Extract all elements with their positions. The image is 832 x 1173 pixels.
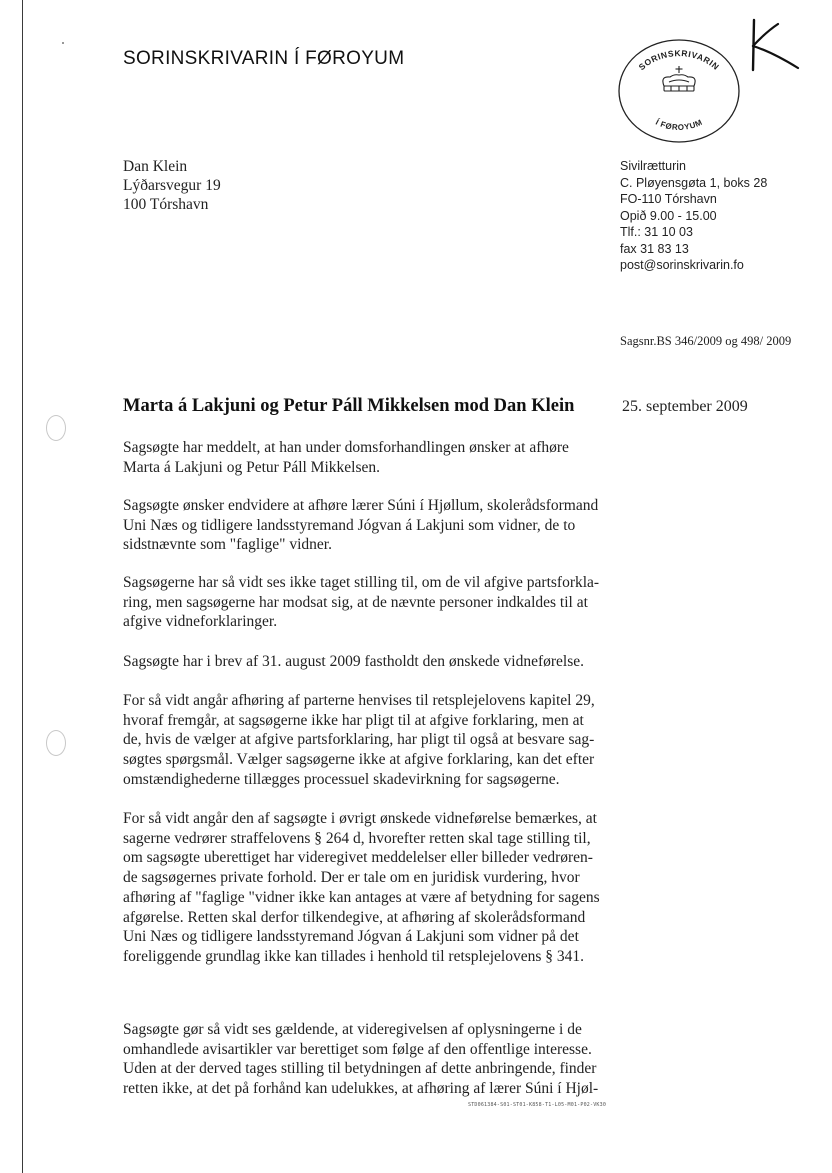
court-email: post@sorinskrivarin.fo [620,258,744,272]
court-department: Sivilrætturin [620,159,686,173]
text-line: Sagsøgte har i brev af 31. august 2009 fastholdt den ønskede vidneførelse. [123,653,585,670]
case-number: Sagsnr.BS 346/2009 og 498/ 2009 [620,334,792,348]
punch-hole-top [46,415,66,441]
paragraph [123,652,620,672]
recipient-city: 100 Tórshavn [123,196,209,213]
recipient-address [123,157,221,214]
court-seal-stamp [616,36,742,146]
crown-icon [663,66,695,91]
paragraph [123,438,620,477]
recipient-name: Dan Klein [123,158,188,175]
text-line: sagerne vedrører straffelovens § 264 d, hvorefter retten skal tage stilling til, [123,829,591,847]
text-line: afgørelse. Retten skal derfor tilkendegive, at afhøring af skolerådsformand [123,908,586,926]
text-line: Sagsøgte ønsker endvidere at afhøre lærer Súni í Hjøllum, skolerådsformand [123,497,599,514]
text-line: sidstnævnte som "faglige" vidner. [123,536,332,554]
text-line: Uni Næs og tidligere landsstyremand Jógvan á Lakjuni som vidner på det [123,928,579,946]
text-line: ring, men sagsøgerne har modsat sig, at de nævnte personer indkaldes til at [123,593,588,611]
text-line: afhøring af "faglige "vidner ikke kan antages at være af betydning for sagens [123,888,600,906]
paragraph [123,573,620,632]
seal-bottom-text: Í FØROYUM [654,117,704,133]
handwritten-k-mark [740,16,800,72]
text-line: retten ikke, at det på forhånd kan udelukkes, at afhøring af lærer Súni í Hjøl- [123,1080,599,1098]
text-line: For så vidt angår afhøring af parterne henvises til retsplejelovens kapitel 29, [123,692,595,709]
text-line: de sagsøgernes private forhold. Der er tale om en juridisk vurdering, hvor [123,869,580,887]
court-city: FO-110 Tórshavn [620,192,717,206]
court-opening-hours: Opið 9.00 - 15.00 [620,208,717,223]
court-phone: Tlf.: 31 10 03 [620,225,693,239]
text-line: Marta á Lakjuni og Petur Páll Mikkelsen. [123,458,380,476]
letter-date: 25. september 2009 [622,398,748,415]
court-contact-info [620,158,767,274]
text-line: Sagsøgerne har så vidt ses ikke taget stilling til, om de vil afgive partsforkla- [123,574,600,591]
paragraph [123,1020,620,1099]
scan-speck [62,42,64,44]
paragraph [123,496,620,555]
punch-hole-bottom [46,730,66,756]
recipient-street: Lýðarsvegur 19 [123,177,221,194]
svg-text:Í FØROYUM [654,118,704,132]
left-margin-line [22,0,23,1173]
case-title: Marta á Lakjuni og Petur Páll Mikkelsen mod Dan Klein [123,396,575,416]
text-line: omstændighederne tillægges processuel skadevirkning for sagsøgerne. [123,770,560,788]
text-line: Sagsøgte gør så vidt ses gældende, at videregivelsen af oplysningerne i de [123,1021,582,1038]
text-line: om sagsøgte uberettiget har videregivet meddelelser eller billeder vedrøren- [123,849,593,867]
text-line: de, hvis de vælger at afgive partsforklaring, har pligt til også at besvare sag- [123,731,595,749]
text-line: Uden at der derved tages stilling til betydningen af dette anbringende, finder [123,1060,597,1078]
text-line: omhandlede avisartikler var berettiget som følge af den offentlige interesse. [123,1040,592,1058]
paragraph [123,691,620,790]
paragraph [123,809,620,967]
court-street: C. Pløyensgøta 1, boks 28 [620,175,768,190]
text-line: For så vidt angår den af sagsøgte i øvrigt ønskede vidneførelse bemærkes, at [123,810,597,827]
court-name-heading: SORINSKRIVARIN Í FØROYUM [123,48,405,69]
document-footer-code: STD061384-S01-ST01-K858-T1-L05-M01-P02-VK30 [468,1102,607,1108]
text-line: Uni Næs og tidligere landsstyremand Jógvan á Lakjuni som vidner, de to [123,516,576,534]
text-line: Sagsøgte har meddelt, at han under domsforhandlingen ønsker at afhøre [123,439,569,456]
text-line: hvoraf fremgår, at sagsøgerne ikke har pligt til at afgive forklaring, men at [123,711,584,729]
text-line: afgive vidneforklaringer. [123,613,278,631]
text-line: søgtes spørgsmål. Vælger sagsøgerne ikke at afgive forklaring, kan det efter [123,751,595,769]
court-fax: fax 31 83 13 [620,241,689,256]
text-line: foreliggende grundlag ikke kan tillades i henhold til retsplejelovens § 341. [123,947,585,965]
seal-top-text: SORINSKRIVARIN [636,48,722,73]
